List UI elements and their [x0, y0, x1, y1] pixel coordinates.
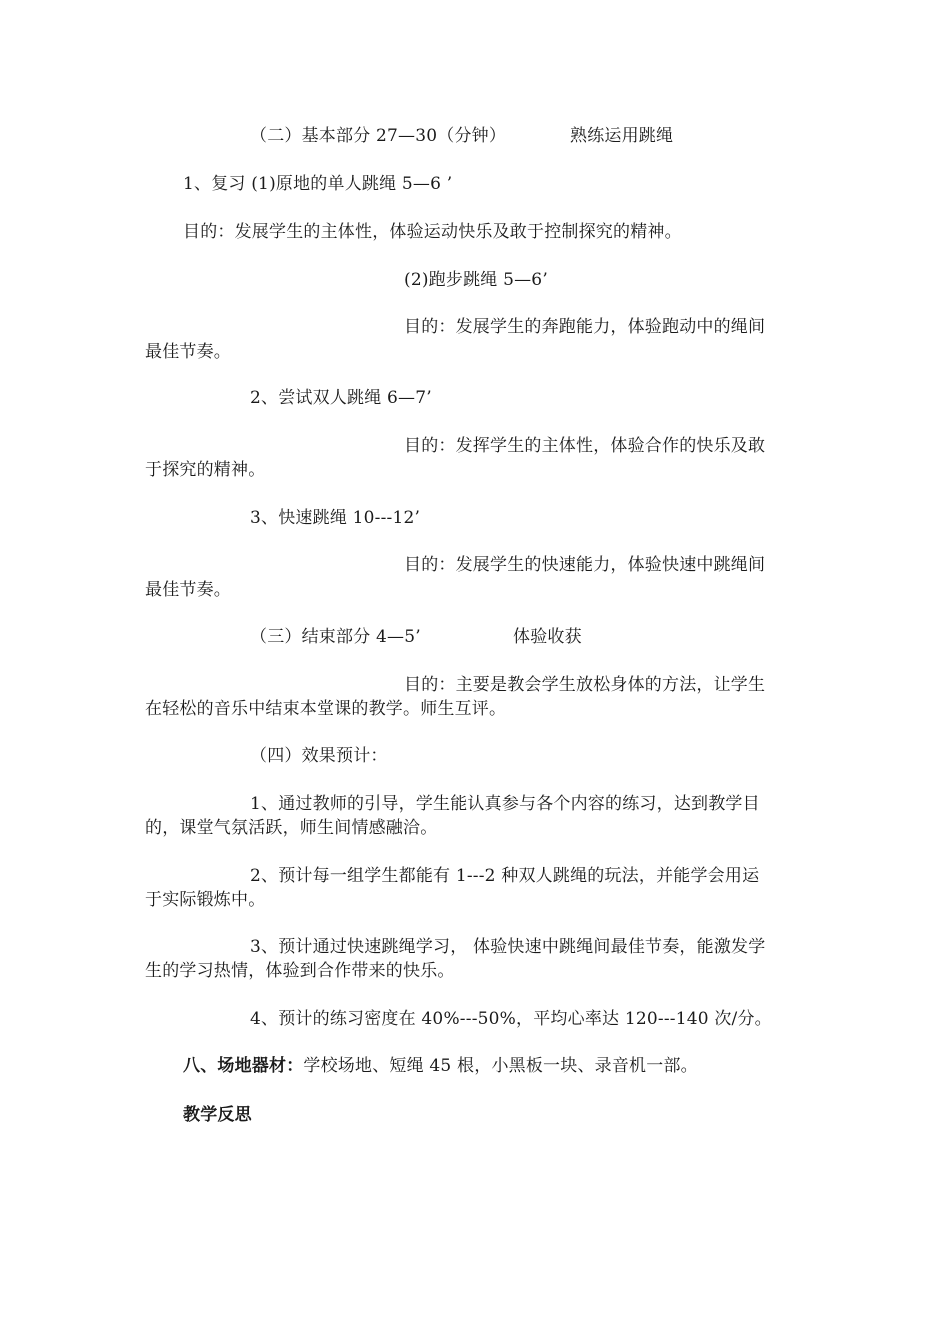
purpose-running-rope-cont: 最佳节奏。	[145, 342, 231, 362]
section-goal-basic: 熟练运用跳绳	[570, 126, 674, 146]
section-goal-end: 体验收获	[513, 627, 582, 647]
teaching-reflection-heading: 教学反思	[183, 1105, 252, 1125]
purpose-fast-rope-cont: 最佳节奏。	[145, 580, 231, 600]
effect-item-4: 4、预计的练习密度在 40%---50%，平均心率达 120---140 次/分。	[250, 1009, 772, 1029]
equipment-text: 学校场地、短绳 45 根，小黑板一块、录音机一部。	[303, 1056, 698, 1076]
effect-item-3: 3、预计通过快速跳绳学习， 体验快速中跳绳间最佳节奏，能激发学	[250, 937, 766, 957]
purpose-double-rope-cont: 于探究的精神。	[145, 460, 266, 480]
purpose-running-rope: 目的：发展学生的奔跑能力，体验跑动中的绳间	[404, 317, 766, 337]
item-running-rope: (2)跑步跳绳 5—6’	[404, 270, 548, 290]
purpose-review-single: 目的：发展学生的主体性，体验运动快乐及敢于控制探究的精神。	[183, 222, 682, 242]
item-double-rope: 2、尝试双人跳绳 6—7’	[250, 388, 432, 408]
item-review-single: 1、复习 (1)原地的单人跳绳 5—6 ’	[183, 174, 453, 194]
effect-item-2-cont: 于实际锻炼中。	[145, 890, 266, 910]
effect-item-1-cont: 的，课堂气氛活跃，师生间情感融洽。	[145, 818, 438, 838]
equipment-line	[183, 1054, 698, 1078]
effect-item-2: 2、预计每一组学生都能有 1---2 种双人跳绳的玩法，并能学会用运	[250, 866, 760, 886]
purpose-double-rope: 目的：发挥学生的主体性，体验合作的快乐及敢	[404, 436, 766, 456]
section-heading-effect: （四）效果预计：	[250, 746, 388, 766]
section-heading-basic: （二）基本部分 27—30（分钟）	[250, 126, 507, 146]
purpose-fast-rope: 目的：发展学生的快速能力，体验快速中跳绳间	[404, 555, 766, 575]
equipment-label: 八、场地器材：	[183, 1056, 304, 1076]
effect-item-1: 1、通过教师的引导，学生能认真参与各个内容的练习，达到教学目	[250, 794, 760, 814]
purpose-end: 目的：主要是教会学生放松身体的方法，让学生	[404, 675, 766, 695]
item-fast-rope: 3、快速跳绳 10---12’	[250, 508, 421, 528]
section-heading-end: （三）结束部分 4—5’	[250, 627, 421, 647]
purpose-end-cont: 在轻松的音乐中结束本堂课的教学。师生互评。	[145, 699, 507, 719]
effect-item-3-cont: 生的学习热情，体验到合作带来的快乐。	[145, 961, 455, 981]
